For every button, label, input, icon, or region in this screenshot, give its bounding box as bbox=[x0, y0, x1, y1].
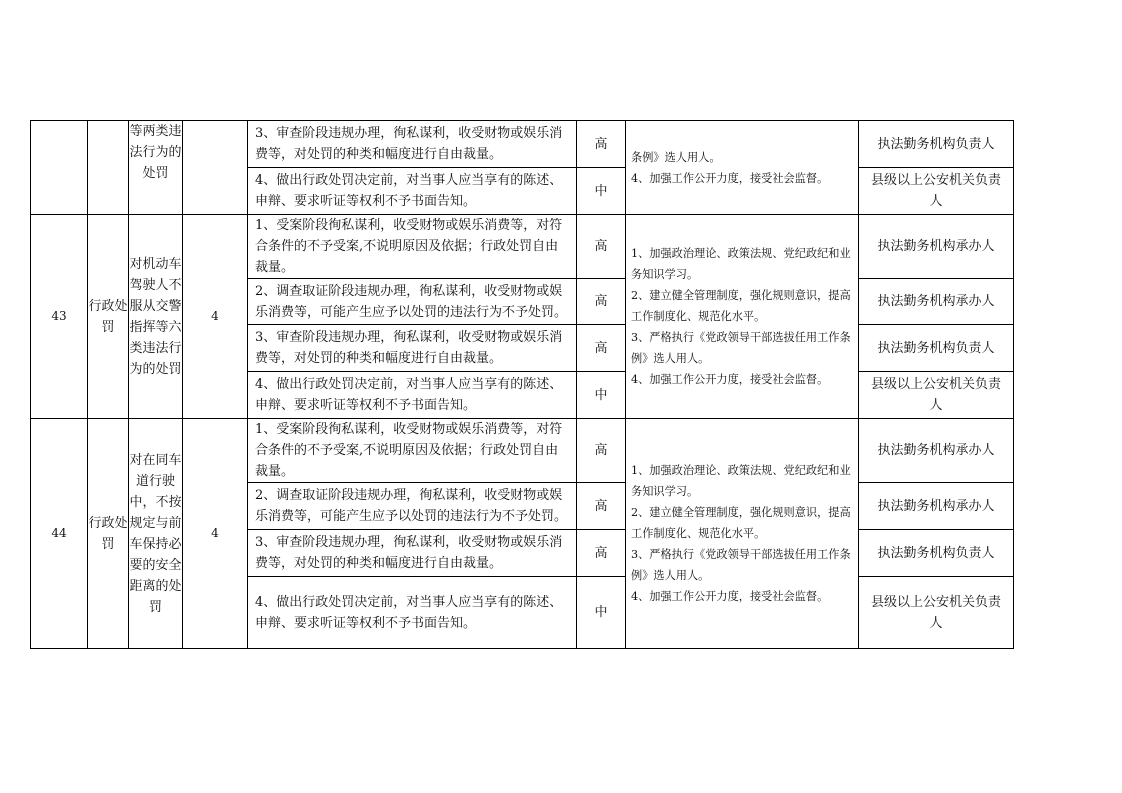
responsible-person: 执法勤务机构承办人 bbox=[859, 215, 1014, 279]
measure-line: 4、加强工作公开力度，接受社会监督。 bbox=[631, 373, 829, 386]
measure-line: 3、严格执行《党政领导干部选拔任用工作条例》选人用人。 bbox=[631, 548, 851, 582]
measure-line: 4、加强工作公开力度，接受社会监督。 bbox=[631, 590, 829, 603]
table-row bbox=[31, 419, 1014, 483]
responsible-person: 执法勤务机构负责人 bbox=[859, 121, 1014, 168]
risk-point: 2、调查取证阶段违规办理，徇私谋利，收受财物或娱乐消费等，可能产生应予以处罚的违法行为不予处罚。 bbox=[248, 483, 577, 530]
risk-level: 高 bbox=[577, 279, 626, 325]
risk-point: 4、做出行政处罚决定前，对当事人应当享有的陈述、申辩、要求听证等权利不予书面告知。 bbox=[248, 577, 577, 649]
sub-count: 4 bbox=[183, 215, 248, 419]
risk-level: 高 bbox=[577, 215, 626, 279]
item-name: 对机动车驾驶人不服从交警指挥等六类违法行为的处罚 bbox=[129, 215, 183, 419]
measure-line: 1、加强政治理论、政策法规、党纪政纪和业务知识学习。 bbox=[631, 247, 851, 281]
measure-line: 1、加强政治理论、政策法规、党纪政纪和业务知识学习。 bbox=[631, 464, 851, 498]
risk-level: 高 bbox=[577, 325, 626, 372]
table-row bbox=[31, 121, 1014, 168]
responsible-person: 执法勤务机构承办人 bbox=[859, 419, 1014, 483]
prevention-measures bbox=[626, 121, 859, 215]
item-number bbox=[31, 121, 88, 215]
risk-table bbox=[30, 120, 1014, 649]
responsible-person: 执法勤务机构负责人 bbox=[859, 530, 1014, 577]
risk-point: 1、受案阶段徇私谋利，收受财物或娱乐消费等，对符合条件的不予受案,不说明原因及依据；行政处罚自由裁量。 bbox=[248, 215, 577, 279]
risk-point: 2、调查取证阶段违规办理，徇私谋利，收受财物或娱乐消费等，可能产生应予以处罚的违法行为不予处罚。 bbox=[248, 279, 577, 325]
risk-point: 3、审查阶段违规办理，徇私谋利，收受财物或娱乐消费等，对处罚的种类和幅度进行自由裁量。 bbox=[248, 325, 577, 372]
risk-point: 4、做出行政处罚决定前，对当事人应当享有的陈述、申辩、要求听证等权利不予书面告知。 bbox=[248, 372, 577, 419]
item-name: 对在同车道行驶中，不按规定与前车保持必要的安全距离的处罚 bbox=[129, 419, 183, 649]
risk-level: 中 bbox=[577, 577, 626, 649]
responsible-person: 执法勤务机构承办人 bbox=[859, 279, 1014, 325]
measure-line: 4、加强工作公开力度，接受社会监督。 bbox=[631, 171, 829, 185]
measure-line: 2、建立健全管理制度，强化规则意识，提高工作制度化、规范化水平。 bbox=[631, 289, 851, 323]
responsible-person: 执法勤务机构负责人 bbox=[859, 325, 1014, 372]
item-number: 44 bbox=[31, 419, 88, 649]
measure-line: 2、建立健全管理制度，强化规则意识，提高工作制度化、规范化水平。 bbox=[631, 506, 851, 540]
risk-level: 高 bbox=[577, 530, 626, 577]
responsible-person: 执法勤务机构承办人 bbox=[859, 483, 1014, 530]
responsible-person: 县级以上公安机关负责人 bbox=[859, 168, 1014, 215]
risk-level: 中 bbox=[577, 168, 626, 215]
risk-level: 中 bbox=[577, 372, 626, 419]
sub-count: 4 bbox=[183, 419, 248, 649]
risk-point: 1、受案阶段徇私谋利，收受财物或娱乐消费等，对符合条件的不予受案,不说明原因及依据；行政处罚自由裁量。 bbox=[248, 419, 577, 483]
risk-point: 3、审查阶段违规办理，徇私谋利，收受财物或娱乐消费等，对处罚的种类和幅度进行自由裁量。 bbox=[248, 530, 577, 577]
responsible-person: 县级以上公安机关负责人 bbox=[859, 372, 1014, 419]
item-type: 行政处罚 bbox=[88, 419, 129, 649]
prevention-measures bbox=[626, 215, 859, 419]
table-row bbox=[31, 215, 1014, 279]
item-number: 43 bbox=[31, 215, 88, 419]
item-name: 等两类违法行为的处罚 bbox=[129, 121, 183, 215]
item-type bbox=[88, 121, 129, 215]
risk-point: 4、做出行政处罚决定前，对当事人应当享有的陈述、申辩、要求听证等权利不予书面告知。 bbox=[248, 168, 577, 215]
measure-line: 条例》选人用人。 bbox=[631, 150, 721, 164]
measure-line: 3、严格执行《党政领导干部选拔任用工作条例》选人用人。 bbox=[631, 331, 851, 365]
prevention-measures bbox=[626, 419, 859, 649]
responsible-person: 县级以上公安机关负责人 bbox=[859, 577, 1014, 649]
risk-level: 高 bbox=[577, 483, 626, 530]
risk-point: 3、审查阶段违规办理，徇私谋利，收受财物或娱乐消费等，对处罚的种类和幅度进行自由裁量。 bbox=[248, 121, 577, 168]
risk-level: 高 bbox=[577, 419, 626, 483]
item-type: 行政处罚 bbox=[88, 215, 129, 419]
sub-count bbox=[183, 121, 248, 215]
risk-level: 高 bbox=[577, 121, 626, 168]
